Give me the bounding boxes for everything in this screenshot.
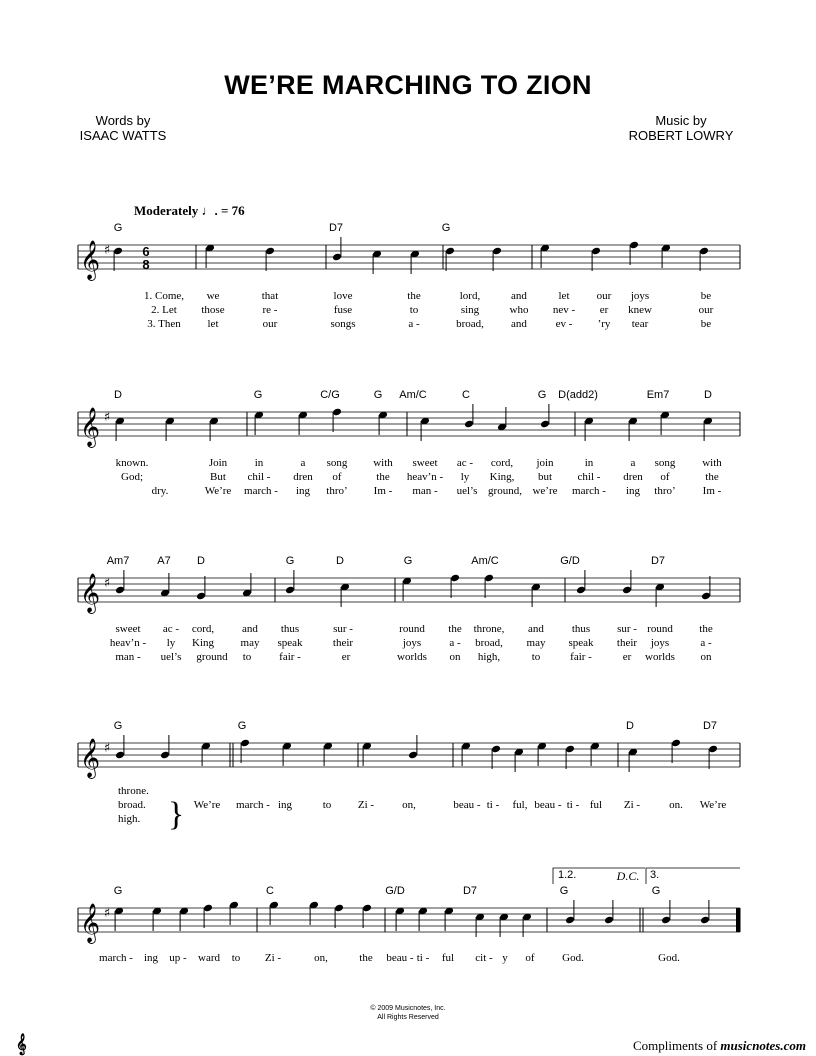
lyric-syllable: thus bbox=[571, 623, 591, 635]
lyric-syllable: a - bbox=[700, 637, 712, 649]
lyric-syllable: ing bbox=[625, 485, 641, 497]
lyric-syllable: on, bbox=[402, 799, 416, 811]
lyric-syllable: and bbox=[242, 623, 258, 635]
lyric-syllable: thro’ bbox=[326, 485, 348, 497]
lyric-syllable: our bbox=[596, 290, 612, 302]
lyric-syllable: fuse bbox=[333, 304, 353, 316]
lyric-syllable: sweet bbox=[115, 623, 141, 635]
tempo-value: = 76 bbox=[221, 203, 245, 218]
lyric-syllable: re - bbox=[262, 304, 278, 316]
chord-symbol: D bbox=[704, 389, 712, 401]
lyric-syllable: God; bbox=[121, 471, 143, 483]
lyric-syllable: heav’n - bbox=[109, 637, 147, 649]
verse-bracket-icon: } bbox=[167, 796, 185, 833]
lyric-syllable: Zi - bbox=[623, 799, 641, 811]
lyric-syllable: dren bbox=[293, 471, 313, 483]
lyric-syllable: man - bbox=[412, 485, 438, 497]
lyric-syllable: of bbox=[525, 952, 535, 964]
lyric-syllable: broad, bbox=[475, 637, 503, 649]
lyric-syllable: joys bbox=[650, 637, 670, 649]
chord-symbol: Am/C bbox=[399, 389, 427, 401]
lyric-syllable: with bbox=[702, 457, 722, 469]
chord-symbol: A7 bbox=[157, 555, 171, 567]
tempo-text: Moderately bbox=[134, 203, 199, 218]
lyric-syllable: speak bbox=[277, 637, 303, 649]
lyric-syllable: and bbox=[511, 290, 527, 302]
key-signature-sharp-icon: ♯ bbox=[103, 741, 111, 756]
lyric-syllable: a bbox=[630, 457, 636, 469]
lyric-syllable: ful bbox=[589, 799, 603, 811]
lyric-syllable: to bbox=[242, 651, 252, 663]
lyric-syllable: round bbox=[647, 623, 673, 635]
lyric-syllable: tear bbox=[631, 318, 649, 330]
lyric-syllable: of bbox=[660, 471, 670, 483]
lyric-syllable: cit - bbox=[475, 952, 493, 964]
lyric-syllable: may bbox=[526, 637, 546, 649]
lyric-syllable: ly bbox=[166, 637, 176, 649]
lyric-syllable: the bbox=[359, 952, 373, 964]
lyric-syllable: beau - bbox=[534, 799, 562, 811]
ending-three-label: 3. bbox=[650, 869, 660, 881]
lyric-syllable: on bbox=[700, 651, 712, 663]
lyric-syllable: Zi - bbox=[264, 952, 282, 964]
lyric-syllable: ti - bbox=[416, 952, 430, 964]
lyric-syllable: be bbox=[700, 290, 712, 302]
lyric-syllable: with bbox=[373, 457, 393, 469]
lyric-syllable: of bbox=[332, 471, 342, 483]
lyric-syllable: 1. Come, bbox=[143, 290, 185, 302]
lyric-syllable: known. bbox=[115, 457, 149, 469]
lyric-syllable: man - bbox=[115, 651, 141, 663]
chord-symbol: C/G bbox=[320, 389, 340, 401]
lyric-syllable: God. bbox=[658, 952, 680, 964]
lyric-syllable: dry. bbox=[151, 485, 169, 497]
lyric-syllable: Im - bbox=[373, 485, 393, 497]
lyric-syllable: worlds bbox=[397, 651, 427, 663]
lyric-syllable: But bbox=[210, 471, 226, 483]
second-ending-bracket bbox=[646, 868, 740, 884]
lyric-syllable: joys bbox=[630, 290, 650, 302]
lyric-syllable: ti - bbox=[566, 799, 580, 811]
lyric-syllable: We’re bbox=[204, 485, 232, 497]
lyric-syllable: throne. bbox=[118, 785, 149, 797]
lyric-syllable: to bbox=[322, 799, 332, 811]
lyric-syllable: song bbox=[654, 457, 676, 469]
lyric-syllable: Zi - bbox=[357, 799, 375, 811]
lyric-syllable: in bbox=[584, 457, 594, 469]
lyric-syllable: beau - bbox=[386, 952, 414, 964]
lyric-syllable: er bbox=[341, 651, 351, 663]
lyric-syllable: 3. Then bbox=[147, 318, 181, 330]
lyric-syllable: chil - bbox=[577, 471, 601, 483]
chord-symbol: D(add2) bbox=[558, 389, 598, 401]
lyric-syllable: ly bbox=[460, 471, 470, 483]
lyric-syllable: y bbox=[502, 952, 508, 964]
lyric-syllable: those bbox=[201, 304, 225, 316]
lyric-syllable: the bbox=[407, 290, 421, 302]
lyric-syllable: to bbox=[409, 304, 419, 316]
lyric-syllable: march - bbox=[99, 952, 133, 964]
lyric-syllable: and bbox=[528, 623, 544, 635]
lyric-syllable: ev - bbox=[555, 318, 573, 330]
lyric-syllable: who bbox=[509, 304, 529, 316]
lyric-syllable: King bbox=[192, 637, 214, 649]
lyric-syllable: on. bbox=[669, 799, 683, 811]
treble-clef-icon: 𝄞 bbox=[79, 738, 101, 778]
lyric-syllable: thus bbox=[280, 623, 300, 635]
chord-symbol: G bbox=[113, 720, 123, 732]
lyric-syllable: God. bbox=[562, 952, 584, 964]
treble-clef-icon: 𝄞 bbox=[79, 903, 101, 943]
chord-symbol: G bbox=[113, 885, 123, 897]
compliments-prefix: Compliments of bbox=[633, 1038, 718, 1053]
chord-symbol: D bbox=[114, 389, 122, 401]
lyric-syllable: to bbox=[231, 952, 241, 964]
lyric-syllable: the bbox=[705, 471, 719, 483]
key-signature-sharp-icon: ♯ bbox=[103, 576, 111, 591]
chord-symbol: D7 bbox=[702, 720, 718, 732]
lyric-syllable: throne, bbox=[473, 623, 505, 635]
chord-symbol: Am7 bbox=[106, 555, 130, 567]
chord-symbol: G bbox=[253, 389, 263, 401]
chord-symbol: D bbox=[626, 720, 634, 732]
lyric-syllable: may bbox=[240, 637, 260, 649]
lyric-syllable: march - bbox=[244, 485, 278, 497]
lyric-syllable: fair - bbox=[279, 651, 301, 663]
lyric-syllable: ac - bbox=[162, 623, 180, 635]
lyric-syllable: let bbox=[207, 318, 219, 330]
lyric-syllable: sur - bbox=[333, 623, 353, 635]
lyric-syllable: heav’n - bbox=[406, 471, 444, 483]
lyric-syllable: We’re bbox=[699, 799, 727, 811]
chord-symbol: G bbox=[237, 720, 247, 732]
lyric-syllable: round bbox=[399, 623, 425, 635]
lyric-syllable: up - bbox=[169, 952, 187, 964]
chord-symbol: C bbox=[266, 885, 274, 897]
chord-symbol: D bbox=[336, 555, 344, 567]
lyric-syllable: love bbox=[333, 290, 353, 302]
key-signature-sharp-icon: ♯ bbox=[103, 243, 111, 258]
lyric-syllable: a bbox=[300, 457, 306, 469]
lyric-syllable: songs bbox=[330, 318, 356, 330]
lyric-syllable: to bbox=[531, 651, 541, 663]
treble-clef-icon: 𝄞 bbox=[79, 240, 101, 280]
lyric-syllable: our bbox=[698, 304, 714, 316]
lyric-syllable: join bbox=[536, 457, 554, 469]
lyric-syllable: broad. bbox=[118, 799, 146, 811]
lyric-syllable: and bbox=[511, 318, 527, 330]
chord-symbol: Em7 bbox=[646, 389, 670, 401]
lyric-syllable: uel’s bbox=[160, 651, 182, 663]
chord-symbol: D7 bbox=[462, 885, 478, 897]
lyric-syllable: We’re bbox=[193, 799, 221, 811]
lyric-syllable: thro’ bbox=[654, 485, 676, 497]
ending-one-two-label: 1.2. bbox=[558, 869, 577, 881]
lyric-syllable: sweet bbox=[412, 457, 438, 469]
lyric-syllable: knew bbox=[628, 304, 652, 316]
lyric-syllable: ti - bbox=[486, 799, 500, 811]
music-by-label: Music by bbox=[655, 113, 707, 128]
lyric-syllable: ward bbox=[198, 952, 220, 964]
lyric-syllable: er bbox=[622, 651, 632, 663]
lyric-syllable: speak bbox=[568, 637, 594, 649]
lyric-syllable: that bbox=[261, 290, 279, 302]
lyric-syllable: ful bbox=[441, 952, 455, 964]
lyric-syllable: ground, bbox=[488, 485, 522, 497]
key-signature-sharp-icon: ♯ bbox=[103, 906, 111, 921]
words-by-label: Words by bbox=[95, 113, 151, 128]
chord-symbol: G bbox=[113, 222, 123, 234]
lyric-syllable: ing bbox=[295, 485, 311, 497]
treble-clef-icon: 𝄞 bbox=[79, 573, 101, 613]
copyright-line: © 2009 Musicnotes, Inc. bbox=[370, 1005, 446, 1012]
song-title: WE’RE MARCHING TO ZION bbox=[224, 70, 592, 100]
time-signature-bottom: 8 bbox=[142, 257, 150, 272]
lyric-syllable: er bbox=[599, 304, 609, 316]
key-signature-sharp-icon: ♯ bbox=[103, 410, 111, 425]
copyright-notice bbox=[0, 1004, 816, 1022]
lyric-syllable: a - bbox=[408, 318, 420, 330]
lyric-syllable: uel’s bbox=[456, 485, 478, 497]
lyric-syllable: on, bbox=[314, 952, 328, 964]
treble-clef-icon: 𝄞 bbox=[79, 407, 101, 447]
lyric-syllable: King, bbox=[489, 471, 515, 483]
lyric-syllable: we bbox=[206, 290, 220, 302]
lyric-syllable: cord, bbox=[191, 623, 215, 635]
lyric-syllable: nev - bbox=[552, 304, 576, 316]
lyric-syllable: sing bbox=[460, 304, 480, 316]
chord-symbol: D7 bbox=[650, 555, 666, 567]
da-capo-marking: D.C. bbox=[616, 869, 640, 883]
compliments-footer[interactable] bbox=[633, 1038, 806, 1054]
lyric-syllable: ing bbox=[277, 799, 293, 811]
final-barline bbox=[736, 908, 740, 932]
dotted-quarter-note-icon: ♩. bbox=[201, 203, 218, 218]
chord-symbol: G bbox=[403, 555, 413, 567]
lyric-syllable: we’re bbox=[532, 485, 558, 497]
lyric-syllable: the bbox=[376, 471, 390, 483]
chord-symbol: G/D bbox=[385, 885, 405, 897]
rights-line: All Rights Reserved bbox=[377, 1014, 439, 1021]
chord-symbol: G bbox=[441, 222, 451, 234]
lyric-syllable: on bbox=[449, 651, 461, 663]
chord-symbol: G bbox=[559, 885, 569, 897]
lyric-syllable: lord, bbox=[459, 290, 481, 302]
chord-symbol: D bbox=[197, 555, 205, 567]
lyric-syllable: broad, bbox=[456, 318, 484, 330]
musicnotes-logo-icon: 𝄞 bbox=[16, 1034, 27, 1054]
lyric-syllable: dren bbox=[623, 471, 643, 483]
lyric-syllable: be bbox=[700, 318, 712, 330]
lyric-syllable: ac - bbox=[456, 457, 474, 469]
lyric-syllable: their bbox=[616, 637, 638, 649]
lyric-syllable: the bbox=[699, 623, 713, 635]
lyric-syllable: Im - bbox=[702, 485, 722, 497]
chord-symbol: D7 bbox=[328, 222, 344, 234]
lyric-syllable: fair - bbox=[570, 651, 592, 663]
chord-symbol: G/D bbox=[560, 555, 580, 567]
lyric-syllable: worlds bbox=[645, 651, 675, 663]
musicnotes-link[interactable]: musicnotes.com bbox=[720, 1038, 806, 1053]
lyric-syllable: ’ry bbox=[597, 318, 611, 330]
lyric-syllable: high. bbox=[118, 813, 141, 825]
chord-symbol: G bbox=[651, 885, 661, 897]
lyric-syllable: ful, bbox=[512, 799, 528, 811]
lyric-syllable: beau - bbox=[453, 799, 481, 811]
lyric-syllable: ground bbox=[196, 651, 228, 663]
time-signature-top: 6 bbox=[142, 244, 150, 259]
lyricist-name: ISAAC WATTS bbox=[79, 128, 167, 143]
lyric-syllable: high, bbox=[477, 651, 501, 663]
lyric-syllable: in bbox=[254, 457, 264, 469]
lyric-syllable: their bbox=[332, 637, 354, 649]
chord-symbol: C bbox=[462, 389, 470, 401]
chord-symbol: G bbox=[537, 389, 547, 401]
lyric-syllable: the bbox=[448, 623, 462, 635]
chord-symbol: Am/C bbox=[471, 555, 499, 567]
chord-symbol: G bbox=[285, 555, 295, 567]
lyric-syllable: our bbox=[262, 318, 278, 330]
chord-symbol: G bbox=[373, 389, 383, 401]
lyric-syllable: let bbox=[558, 290, 570, 302]
lyric-syllable: cord, bbox=[490, 457, 514, 469]
lyric-syllable: but bbox=[537, 471, 553, 483]
lyric-syllable: a - bbox=[449, 637, 461, 649]
lyric-syllable: march - bbox=[572, 485, 606, 497]
lyric-syllable: march - bbox=[236, 799, 270, 811]
lyric-syllable: joys bbox=[402, 637, 422, 649]
composer-name: ROBERT LOWRY bbox=[628, 128, 734, 143]
lyric-syllable: ing bbox=[143, 952, 159, 964]
lyric-syllable: sur - bbox=[617, 623, 637, 635]
lyric-syllable: chil - bbox=[247, 471, 271, 483]
lyric-syllable: Join bbox=[208, 457, 228, 469]
lyric-syllable: 2. Let bbox=[151, 304, 177, 316]
lyric-syllable: song bbox=[326, 457, 348, 469]
